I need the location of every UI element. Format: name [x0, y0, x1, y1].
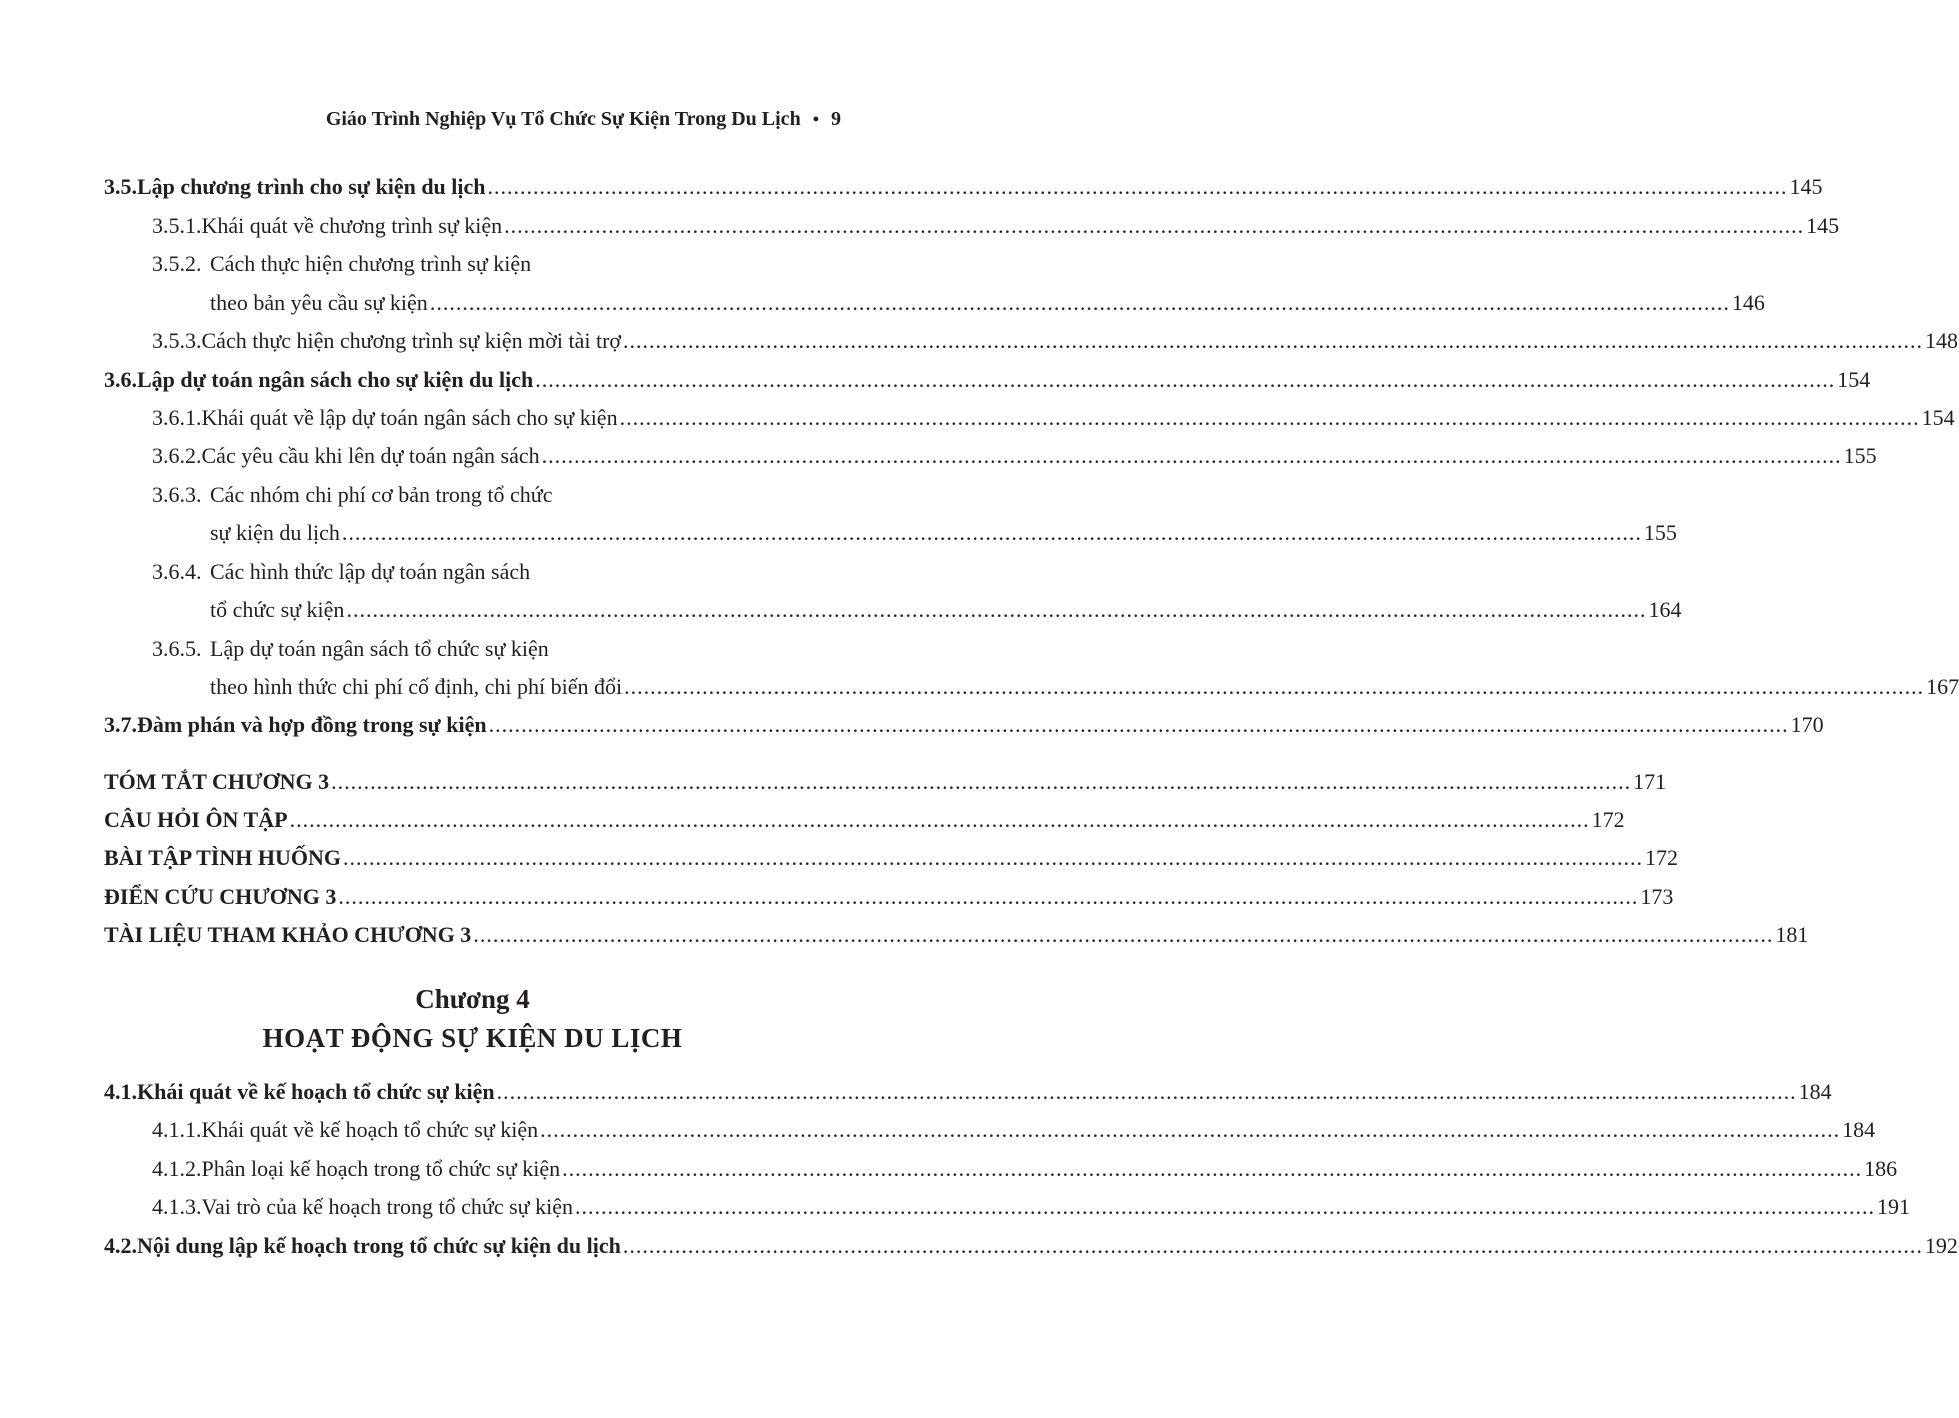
dot-leader [623, 1231, 1923, 1261]
toc-page: 148 [1925, 328, 1959, 353]
toc-entry-3-6-1[interactable] [152, 403, 1955, 433]
toc-number: 3.6.5. [152, 636, 202, 661]
toc-entry-3-6-3-line1[interactable] [152, 480, 552, 510]
dot-leader [497, 1077, 1797, 1107]
toc-title: tổ chức sự kiện [210, 597, 345, 622]
dot-leader [331, 767, 1631, 797]
toc-number: 3.6.3. [152, 482, 202, 507]
toc-entry-summary[interactable] [104, 767, 1667, 797]
toc-entry-3-5-2-line1[interactable] [152, 249, 531, 279]
dot-leader [620, 403, 1920, 433]
toc-entry-4-1-2[interactable] [152, 1154, 1898, 1184]
toc-number: 4.1.2. [152, 1156, 202, 1181]
toc-page: 192 [1924, 1233, 1958, 1258]
toc-page: 145 [1806, 213, 1840, 238]
toc-entry-references[interactable] [104, 920, 1809, 950]
toc-number: 4.2. [104, 1233, 137, 1258]
toc-number: 3.5. [104, 174, 137, 199]
toc-page: 167 [1926, 674, 1959, 699]
header-separator: • [812, 109, 819, 129]
toc-entry-3-7[interactable] [104, 710, 1824, 740]
toc-entry-3-6-5-line1[interactable] [152, 634, 549, 664]
toc-page: 186 [1864, 1156, 1898, 1181]
toc-number: 3.5.3. [152, 328, 202, 353]
toc-title: TÓM TẮT CHƯƠNG 3 [104, 769, 330, 794]
toc-entry-case-study[interactable] [104, 882, 1674, 912]
toc-title: theo hình thức chi phí cố định, chi phí biến đổi [210, 674, 623, 699]
toc-entry-4-2[interactable] [104, 1231, 1958, 1261]
toc-page: 172 [1591, 807, 1625, 832]
toc-title: Khái quát về kế hoạch tổ chức sự kiện [137, 1079, 495, 1104]
toc-page: 155 [1643, 520, 1677, 545]
toc-title: Các nhóm chi phí cơ bản trong tổ chức [210, 482, 553, 507]
toc-page: 170 [1790, 712, 1824, 737]
toc-page: 184 [1798, 1079, 1832, 1104]
toc-entry-4-1[interactable] [104, 1077, 1832, 1107]
toc-title: Khái quát về chương trình sự kiện [201, 213, 503, 238]
dot-leader [575, 1192, 1875, 1222]
dot-leader [430, 288, 1730, 318]
toc-page: 164 [1648, 597, 1682, 622]
toc-page: 184 [1842, 1117, 1876, 1142]
toc-entry-3-6[interactable] [104, 365, 1871, 395]
dot-leader [535, 365, 1835, 395]
toc-page: 172 [1644, 845, 1678, 870]
chapter-title: HOẠT ĐỘNG SỰ KIỆN DU LỊCH [262, 1023, 683, 1053]
toc-number: 4.1. [104, 1079, 137, 1104]
toc-title: Khái quát về lập dự toán ngân sách cho sự kiện [201, 405, 618, 430]
toc-title: Các yêu cầu khi lên dự toán ngân sách [201, 443, 540, 468]
toc-entry-3-5-1[interactable] [152, 211, 1840, 241]
dot-leader [346, 595, 1646, 625]
toc-page: 145 [1789, 174, 1823, 199]
toc-entry-3-5[interactable] [104, 172, 1823, 202]
toc-title: Đàm phán và hợp đồng trong sự kiện [137, 712, 487, 737]
toc-title: sự kiện du lịch [210, 520, 340, 545]
toc-page: 146 [1731, 290, 1765, 315]
toc-title: Cách thực hiện chương trình sự kiện mời tài trợ [201, 328, 622, 353]
toc-number: 4.1.1. [152, 1117, 202, 1142]
toc-title: ĐIỂN CỨU CHƯƠNG 3 [104, 884, 337, 909]
dot-leader [542, 441, 1842, 471]
toc-entry-case-exercises[interactable] [104, 843, 1678, 873]
toc-page: 154 [1921, 405, 1955, 430]
toc-page: 155 [1843, 443, 1877, 468]
toc-page: 154 [1837, 367, 1871, 392]
toc-entry-3-6-4-line1[interactable] [152, 557, 530, 587]
toc-title: Lập chương trình cho sự kiện du lịch [137, 174, 486, 199]
toc-title: Cách thực hiện chương trình sự kiện [210, 251, 532, 276]
toc-entry-4-1-3[interactable] [152, 1192, 1910, 1222]
toc-number: 3.7. [104, 712, 137, 737]
dot-leader [290, 805, 1590, 835]
toc-number: 3.6. [104, 367, 137, 392]
dot-leader [488, 172, 1788, 202]
toc-title: Nội dung lập kế hoạch trong tổ chức sự kiện du lịch [137, 1233, 621, 1258]
toc-entry-review-questions[interactable] [104, 805, 1625, 835]
toc-entry-3-6-4-line2[interactable] [210, 595, 1682, 625]
toc-title: TÀI LIỆU THAM KHẢO CHƯƠNG 3 [104, 922, 472, 947]
chapter-label: Chương 4 [415, 984, 530, 1014]
dot-leader [623, 326, 1923, 356]
toc-entry-4-1-1[interactable] [152, 1115, 1876, 1145]
toc-title: theo bản yêu cầu sự kiện [210, 290, 428, 315]
toc-title: Phân loại kế hoạch trong tổ chức sự kiện [201, 1156, 561, 1181]
toc-title: Lập dự toán ngân sách cho sự kiện du lịch [137, 367, 534, 392]
toc-title: BÀI TẬP TÌNH HUỐNG [104, 845, 341, 870]
toc-number: 3.6.2. [152, 443, 202, 468]
toc-number: 3.5.2. [152, 251, 202, 276]
dot-leader [342, 518, 1642, 548]
toc-page: 173 [1640, 884, 1674, 909]
toc-number: 3.5.1. [152, 213, 202, 238]
toc-entry-3-6-5-line2[interactable] [210, 672, 1959, 702]
toc-title: Lập dự toán ngân sách tổ chức sự kiện [210, 636, 549, 661]
toc-page: 171 [1633, 769, 1667, 794]
dot-leader [338, 882, 1638, 912]
toc-page: 191 [1876, 1194, 1910, 1219]
dot-leader [343, 843, 1643, 873]
page-number: 9 [831, 108, 841, 130]
dot-leader [504, 211, 1804, 241]
toc-entry-3-5-2-line2[interactable] [210, 288, 1765, 318]
toc-entry-3-5-3[interactable] [152, 326, 1959, 356]
dot-leader [624, 672, 1924, 702]
dot-leader [540, 1115, 1840, 1145]
toc-number: 4.1.3. [152, 1194, 202, 1219]
running-header [326, 108, 841, 131]
toc-number: 3.6.4. [152, 559, 202, 584]
book-title: Giáo Trình Nghiệp Vụ Tổ Chức Sự Kiện Trong Du Lịch [325, 108, 801, 130]
toc-entry-3-6-2[interactable] [152, 441, 1877, 471]
dot-leader [562, 1154, 1862, 1184]
toc-number: 3.6.1. [152, 405, 202, 430]
toc-title: CÂU HỎI ÔN TẬP [104, 807, 288, 832]
toc-title: Các hình thức lập dự toán ngân sách [210, 559, 531, 584]
toc-page: 181 [1775, 922, 1809, 947]
toc-title: Khái quát về kế hoạch tổ chức sự kiện [201, 1117, 539, 1142]
dot-leader [473, 920, 1773, 950]
toc-title: Vai trò của kế hoạch trong tổ chức sự kiện [201, 1194, 573, 1219]
toc-entry-3-6-3-line2[interactable] [210, 518, 1677, 548]
dot-leader [489, 710, 1789, 740]
